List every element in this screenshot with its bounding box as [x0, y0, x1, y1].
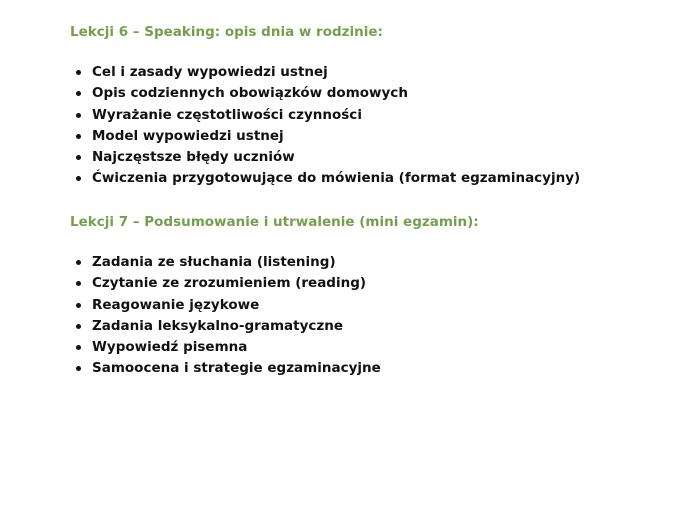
- list-item-text: Zadania ze słuchania (listening): [92, 254, 336, 270]
- lesson-6-heading: Lekcji 6 – Speaking: opis dnia w rodzinie:: [70, 24, 383, 40]
- list-item: [70, 105, 670, 126]
- list-item: [70, 358, 670, 379]
- list-item: [70, 273, 670, 294]
- list-item: [70, 252, 670, 273]
- list-item-text: Reagowanie językowe: [92, 296, 260, 313]
- list-item: [70, 295, 670, 316]
- bullet-icon: [76, 345, 81, 350]
- list-item-text: Model wypowiedzi ustnej: [92, 127, 284, 144]
- lesson-6-section: [70, 23, 670, 190]
- bullet-icon: [76, 134, 81, 139]
- bullet-icon: [76, 176, 81, 181]
- list-item-text: Czytanie ze zrozumieniem (reading): [92, 275, 367, 292]
- bullet-icon: [76, 155, 81, 160]
- list-item: [70, 126, 670, 147]
- list-item-text: Wyrażanie częstotliwości czynności: [92, 106, 362, 123]
- bullet-icon: [76, 303, 81, 308]
- bullet-icon: [76, 324, 81, 329]
- list-item: [70, 168, 670, 189]
- list-item-text: Wypowiedź pisemna: [92, 339, 248, 356]
- bullet-icon: [76, 260, 81, 265]
- list-item: [70, 337, 670, 358]
- lesson-7-section: [70, 213, 670, 380]
- list-item-text: Ćwiczenia przygotowujące do mówienia (format egzaminacyjny): [92, 170, 581, 187]
- bullet-icon: [76, 366, 81, 371]
- bullet-icon: [76, 70, 81, 75]
- list-item-text: Samoocena i strategie egzaminacyjne: [92, 360, 381, 377]
- list-item: [70, 83, 670, 104]
- list-item-text: Zadania leksykalno-gramatyczne: [92, 317, 344, 334]
- list-item-text: Cel i zasady wypowiedzi ustnej: [92, 64, 328, 80]
- list-item: [70, 62, 670, 83]
- list-item: [70, 147, 670, 168]
- lesson-7-heading: Lekcji 7 – Podsumowanie i utrwalenie (mini egzamin):: [70, 214, 479, 230]
- lesson-7-topic-list: [70, 252, 670, 380]
- list-item: [70, 316, 670, 337]
- list-item-text: Najczęstsze błędy uczniów: [92, 149, 295, 166]
- bullet-icon: [76, 91, 81, 96]
- bullet-icon: [76, 281, 81, 286]
- list-item-text: Opis codziennych obowiązków domowych: [92, 85, 408, 102]
- lesson-6-topic-list: [70, 62, 670, 190]
- bullet-icon: [76, 113, 81, 118]
